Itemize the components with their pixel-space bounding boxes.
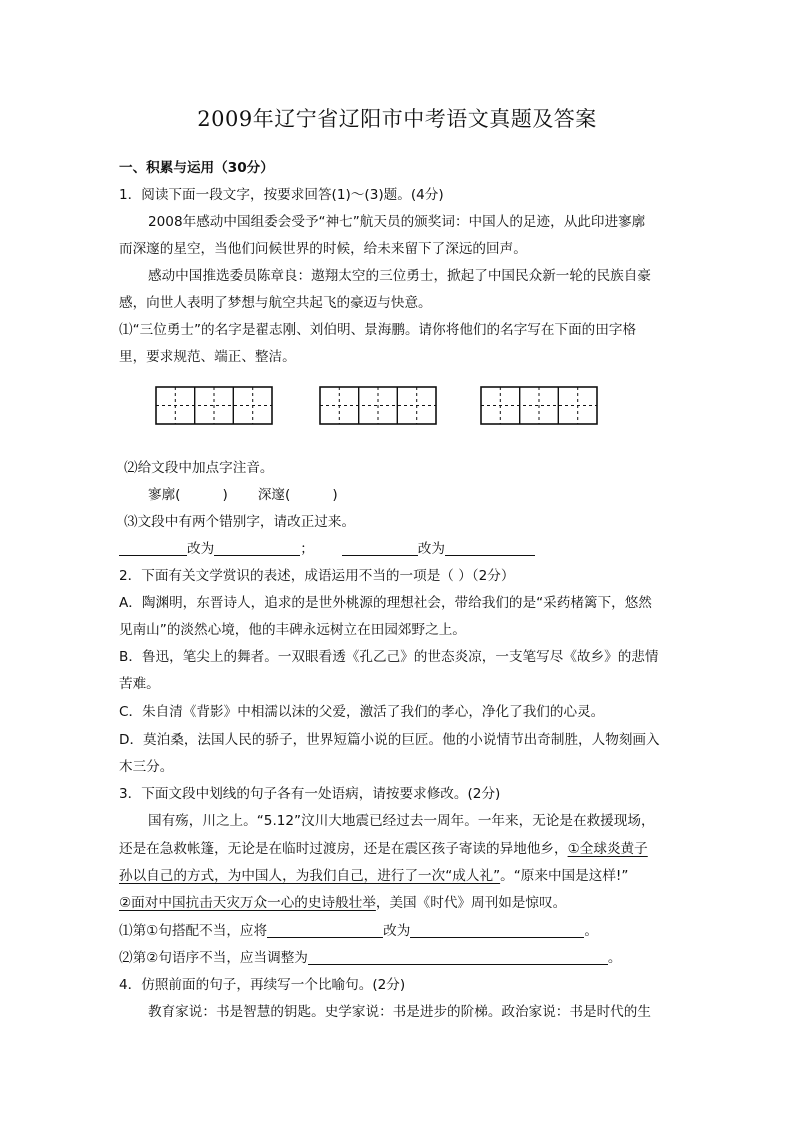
q2-stem: 2．下面有关文学赏识的表述，成语运用不当的一项是（ ）（2分） [119, 568, 515, 584]
q3-passage-line2 [119, 839, 648, 859]
q3-sub1-correct-blank[interactable] [410, 922, 584, 938]
q1-sub1-line2: 里，要求规范、端正、整洁。 [119, 349, 296, 365]
q1-paragraph2-line1: 感动中国推选委员陈章良：遨翔太空的三位勇士，掀起了中国民众新一轮的民族自豪 [148, 268, 651, 284]
pinyin1-word: 寥廓( [148, 487, 181, 503]
typo-separator: ； [300, 541, 314, 557]
q3-sub1-original-blank[interactable] [267, 922, 383, 938]
q3-sub2-prompt: ⑵第②句语序不当，应当调整为 [119, 950, 308, 966]
q1-sub2: ⑵给文段中加点字注音。 [124, 460, 274, 476]
q1-paragraph1-line1: 2008年感动中国组委会受予“神七”航天员的颁奖词：中国人的足迹，从此印进寥廓 [148, 214, 646, 230]
typo2-correct-label: 改为 [417, 541, 445, 557]
q4-stem: 4．仿照前面的句子，再续写一个比喻句。(2分) [119, 977, 406, 993]
q3-sub2-end: 。 [607, 950, 622, 966]
typo1-correct-label: 改为 [187, 541, 215, 557]
q2-option-a-line2: 见南山”的淡然心境，他的丰碑永远树立在田园郊野之上。 [119, 622, 466, 638]
page-title: 2009年辽宁省辽阳市中考语文真题及答案 [197, 107, 597, 131]
writing-grid-1[interactable] [155, 386, 273, 425]
q2-option-b-line2: 苦难。 [119, 676, 160, 692]
typo2-wrong-blank[interactable] [342, 540, 418, 556]
pinyin1-close: ) [222, 487, 228, 503]
q2-option-b-line1: B．鲁迅，笔尖上的舞者。一双眼看透《孔乙己》的世态炎凉，一支笔写尽《故乡》的悲情 [119, 649, 659, 665]
q1-paragraph2-line2: 感，向世人表明了梦想与航空共起飞的豪迈与快意。 [119, 295, 432, 311]
q3-passage-line4-text: ，美国《时代》周刊如是惊叹。 [375, 895, 567, 911]
q1-paragraph1-line2: 而深邃的星空，当他们问候世界的时候，给未来留下了深远的回声。 [119, 241, 527, 257]
pinyin2-close: ) [332, 487, 338, 503]
typo-answer-row [119, 539, 535, 559]
q3-sub1-prompt: ⑴第①句搭配不当，应将 [119, 923, 268, 939]
q2-option-a-line1: A．陶渊明，东晋诗人，追求的是世外桃源的理想社会，带给我们的是“采药楮篱下，悠然 [119, 595, 652, 611]
typo1-correct-blank[interactable] [214, 540, 300, 556]
pinyin2-word: 深邃( [257, 487, 291, 503]
q1-sub1-line1: ⑴“三位勇士”的名字是翟志刚、刘伯明、景海鹏。请你将他们的名字写在下面的田字格 [119, 322, 637, 338]
section-heading: 一、积累与运用（30分） [119, 160, 274, 176]
q3-sub1 [119, 921, 598, 941]
q3-passage-line4 [119, 893, 566, 913]
underlined-sentence-1-start: ①全球炎黄子 [567, 841, 648, 857]
q2-option-d-line1: D．莫泊桑，法国人民的骄子，世界短篇小说的巨匠。他的小说情节出奇制胜，人物刻画入 [119, 732, 660, 748]
q3-passage-line3 [119, 866, 628, 886]
q3-passage-line3-text: 。“原来中国是这样!” [500, 868, 629, 884]
q3-sub2-answer-blank[interactable] [308, 949, 608, 965]
q2-option-c: C．朱自清《背影》中相濡以沫的父爱，激活了我们的孝心，净化了我们的心灵。 [119, 704, 605, 720]
pinyin-row [148, 485, 338, 505]
q4-line1: 教育家说：书是智慧的钥匙。史学家说：书是进步的阶梯。政治家说：书是时代的生 [148, 1004, 651, 1020]
q3-sub2 [119, 948, 622, 968]
q1-sub3: ⑶文段中有两个错别字，请改正过来。 [124, 514, 356, 530]
underlined-sentence-2: ②面对中国抗击天灾万众一心的史诗般壮举 [119, 895, 376, 911]
q1-stem: 1．阅读下面一段文字，按要求回答(1)～(3)题。(4分) [119, 187, 444, 203]
q3-stem: 3．下面文段中划线的句子各有一处语病，请按要求修改。(2分) [119, 786, 501, 802]
writing-grid-2[interactable] [319, 386, 437, 425]
q3-sub1-correct-label: 改为 [383, 923, 411, 939]
q3-passage-line1: 国有殇，川之上。“5.12”汶川大地震已经过去一周年。一年来，无论是在救援现场， [148, 813, 655, 829]
underlined-sentence-1-end: 孙以自己的方式，为中国人，为我们自己，进行了一次“成人礼” [119, 868, 501, 884]
typo2-correct-blank[interactable] [445, 540, 535, 556]
q2-option-d-line2: 木三分。 [119, 759, 174, 775]
q3-passage-line2-text: 还是在急救帐篷，无论是在临时过渡房，还是在震区孩子寄读的异地他乡， [119, 841, 568, 857]
typo1-wrong-blank[interactable] [119, 540, 187, 556]
writing-grid-3[interactable] [480, 386, 598, 425]
q3-sub1-end: 。 [584, 923, 598, 939]
